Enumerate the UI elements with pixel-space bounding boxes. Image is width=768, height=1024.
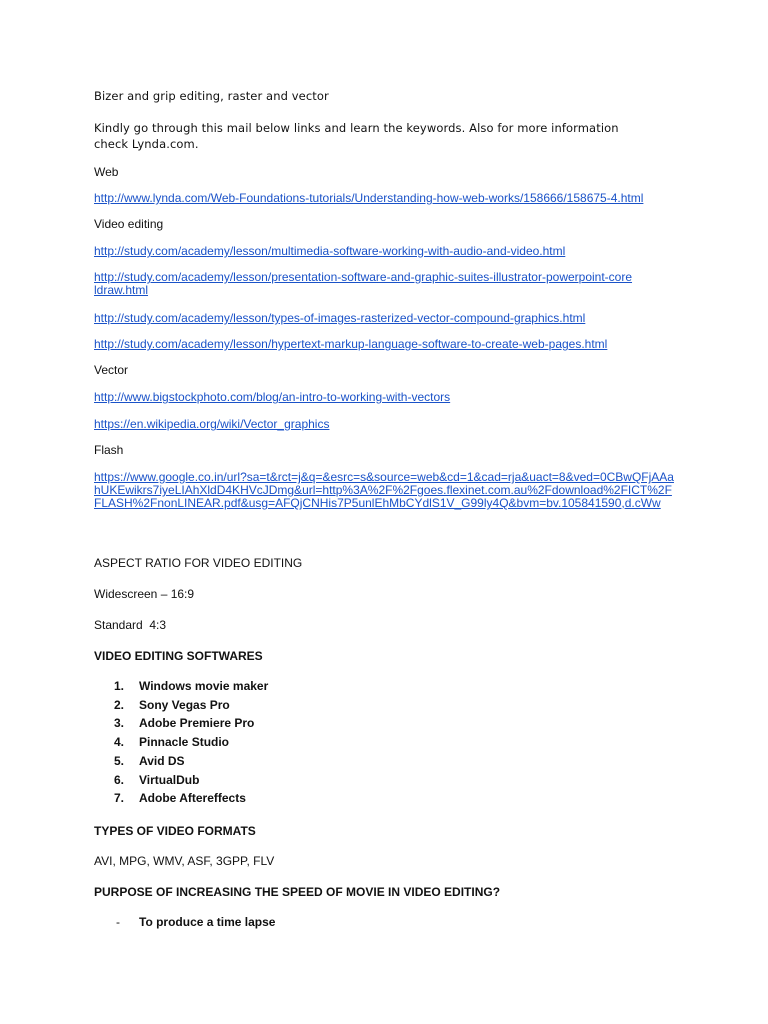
- list-text: Sony Vegas Pro: [139, 698, 230, 712]
- formats-heading: TYPES OF VIDEO FORMATS: [94, 824, 256, 838]
- link-video-editing-1[interactable]: http://study.com/academy/lesson/multimedia-software-working-with-audio-and-video.html: [94, 244, 566, 258]
- list-text: Avid DS: [139, 754, 185, 768]
- section-label-vector: Vector: [94, 363, 129, 377]
- link-video-editing-2[interactable]: http://study.com/academy/lesson/presentation-software-and-graphic-suites-illustrator-powerpoint-coreldraw.html: [94, 270, 633, 297]
- link-flash-1[interactable]: https://www.google.co.in/url?sa=t&rct=j&q=&esrc=s&source=web&cd=1&cad=rja&uact=8&ved=0CBwQFjAAahUKEwikrs7iyeLIAhXldD4KHVcJDmg&url=http%3A%2F%2Fgoes.flexinet.com.au%2Fdownload%2FICT%2FFLASH%2FnonLINEAR.pdf&usg=AFQjCNHis7P5unlEhMbCYdlS1V_G99ly4Q&bvm=bv.105841590,d.cWw: [94, 470, 674, 510]
- list-text: Adobe Premiere Pro: [139, 716, 255, 730]
- list-text: Pinnacle Studio: [139, 735, 230, 749]
- link-video-editing-4[interactable]: http://study.com/academy/lesson/hypertext-markup-language-software-to-create-web-pages.html: [94, 337, 608, 351]
- heading-note: Bizer and grip editing, raster and vector: [94, 89, 329, 103]
- formats-list: AVI, MPG, WMV, ASF, 3GPP, FLV: [94, 854, 275, 868]
- link-vector-1[interactable]: http://www.bigstockphoto.com/blog/an-intro-to-working-with-vectors: [94, 390, 451, 404]
- softwares-heading: VIDEO EDITING SOFTWARES: [94, 649, 263, 663]
- dash-bullet: -: [116, 915, 120, 929]
- section-label-flash: Flash: [94, 443, 124, 457]
- list-number: 1.: [114, 679, 125, 693]
- link-web-1[interactable]: http://www.lynda.com/Web-Foundations-tutorials/Understanding-how-web-works/158666/158675-4.html: [94, 191, 644, 205]
- list-number: 2.: [114, 698, 125, 712]
- list-number: 7.: [114, 791, 125, 805]
- purpose-heading: PURPOSE OF INCREASING THE SPEED OF MOVIE IN VIDEO EDITING?: [94, 885, 501, 899]
- list-text: Windows movie maker: [139, 679, 269, 693]
- link-vector-2[interactable]: https://en.wikipedia.org/wiki/Vector_graphics: [94, 417, 330, 431]
- list-number: 4.: [114, 735, 125, 749]
- list-text: VirtualDub: [139, 773, 200, 787]
- list-number: 3.: [114, 716, 125, 730]
- list-number: 5.: [114, 754, 125, 768]
- list-text: To produce a time lapse: [139, 915, 276, 929]
- list-text: Adobe Aftereffects: [139, 791, 246, 805]
- section-label-web: Web: [94, 165, 119, 179]
- aspect-ratio-heading: ASPECT RATIO FOR VIDEO EDITING: [94, 556, 303, 570]
- list-number: 6.: [114, 773, 125, 787]
- aspect-standard: Standard 4:3: [94, 618, 167, 632]
- section-label-video-editing: Video editing: [94, 217, 164, 231]
- link-video-editing-3[interactable]: http://study.com/academy/lesson/types-of-images-rasterized-vector-compound-graphics.html: [94, 311, 586, 325]
- intro-paragraph: Kindly go through this mail below links and learn the keywords. Also for more information check Lynda.com.: [94, 121, 619, 151]
- aspect-widescreen: Widescreen – 16:9: [94, 587, 195, 601]
